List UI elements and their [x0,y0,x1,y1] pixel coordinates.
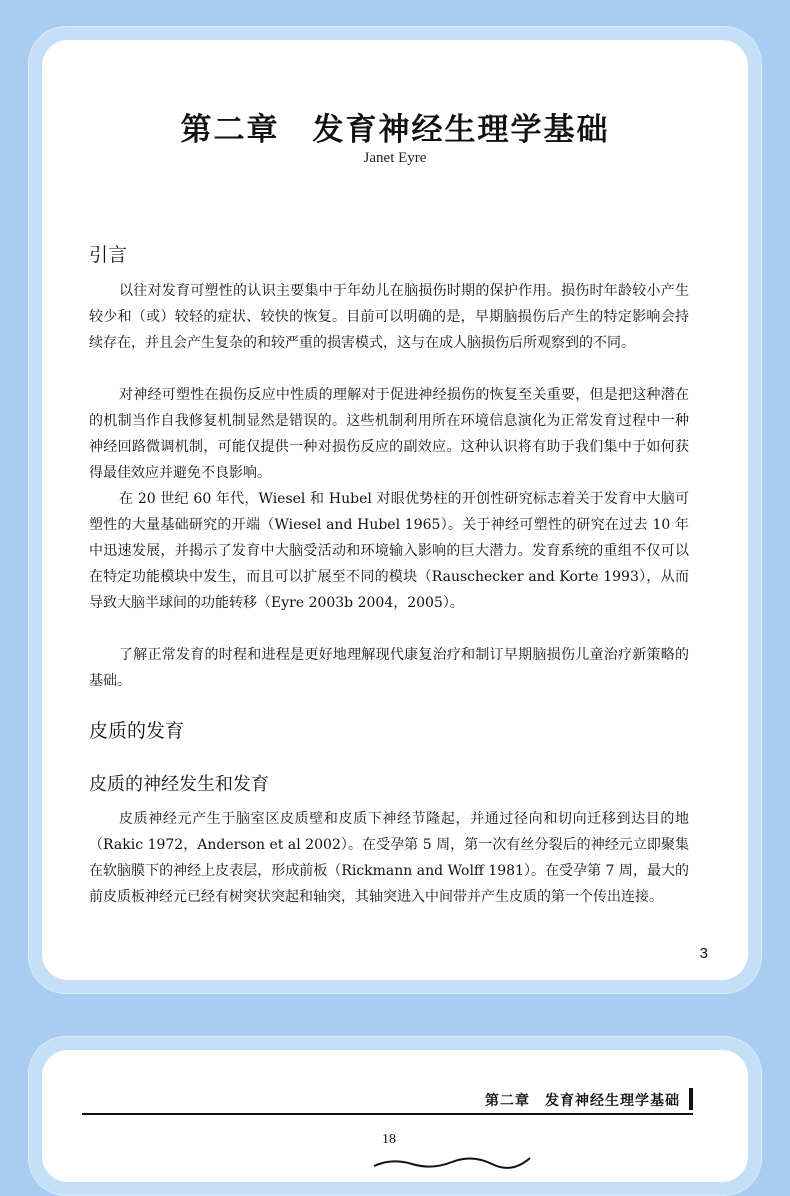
book-page-18 [42,1050,748,1182]
page-number: 3 [699,945,708,962]
intro-paragraph-4: 了解正常发育的时程和进程是更好地理解现代康复治疗和制订早期脑损伤儿童治疗新策略的基础。 [89,647,689,689]
cortex-paragraph: 皮质神经元产生于脑室区皮质壁和皮质下神经节隆起，并通过径向和切向迁移到达目的地（Rakic 1972，Anderson et al 2002）。在受孕第 5 周，第一次有丝分裂后的神经元立即聚集在软脑膜下的神经上皮表层，形成前板（Rickmann and Wolff 1981）。在受孕第 7 周，最大的前皮质板神经元已经有树突状突起和轴突，其轴突进入中间带并产生皮质的第一个传出连接。 [89,811,689,905]
running-header: 第二章 发育神经生理学基础 [485,1093,680,1109]
chapter-title: 第二章 发育神经生理学基础 [180,112,610,148]
author-name: Janet Eyre [363,150,427,166]
page-frame-top [28,26,762,994]
header-bar-mark [689,1088,693,1110]
scan-artifact [372,1150,532,1170]
cortex-subheading: 皮质的神经发生和发育 [89,774,269,795]
page-frame-bottom [28,1036,762,1196]
page-number-2: 18 [382,1132,396,1147]
intro-heading: 引言 [89,244,128,266]
intro-paragraph-2: 对神经可塑性在损伤反应中性质的理解对于促进神经损伤的恢复至关重要，但是把这种潜在的机制当作自我修复机制显然是错误的。这些机制利用所在环境信息演化为正常发育过程中一种神经回路微调机制，可能仅提供一种对损伤反应的副效应。这种认识将有助于我们集中于如何获得最佳效应并避免不良影响。 [89,387,689,481]
book-page-3 [42,40,748,980]
cortex-heading: 皮质的发育 [89,720,185,742]
header-rule [82,1113,693,1115]
intro-paragraph-3: 在 20 世纪 60 年代，Wiesel 和 Hubel 对眼优势柱的开创性研究标志着关于发育中大脑可塑性的大量基础研究的开端（Wiesel and Hubel 1965）。关于神经可塑性的研究在过去 10 年中迅速发展，并揭示了发育中大脑受活动和环境输入影响的巨大潜力。发育系统的重组不仅可以在特定功能模块中发生，而且可以扩展至不同的模块（Rauschecker and Korte 1993），从而导致大脑半球间的功能转移（Eyre 2003b 2004，2005）。 [89,491,689,611]
intro-paragraph-1: 以往对发育可塑性的认识主要集中于年幼儿在脑损伤时期的保护作用。损伤时年龄较小产生较少和（或）较轻的症状、较快的恢复。目前可以明确的是，早期脑损伤后产生的特定影响会持续存在，并且会产生复杂的和较严重的损害模式，这与在成人脑损伤后所观察到的不同。 [89,283,689,351]
